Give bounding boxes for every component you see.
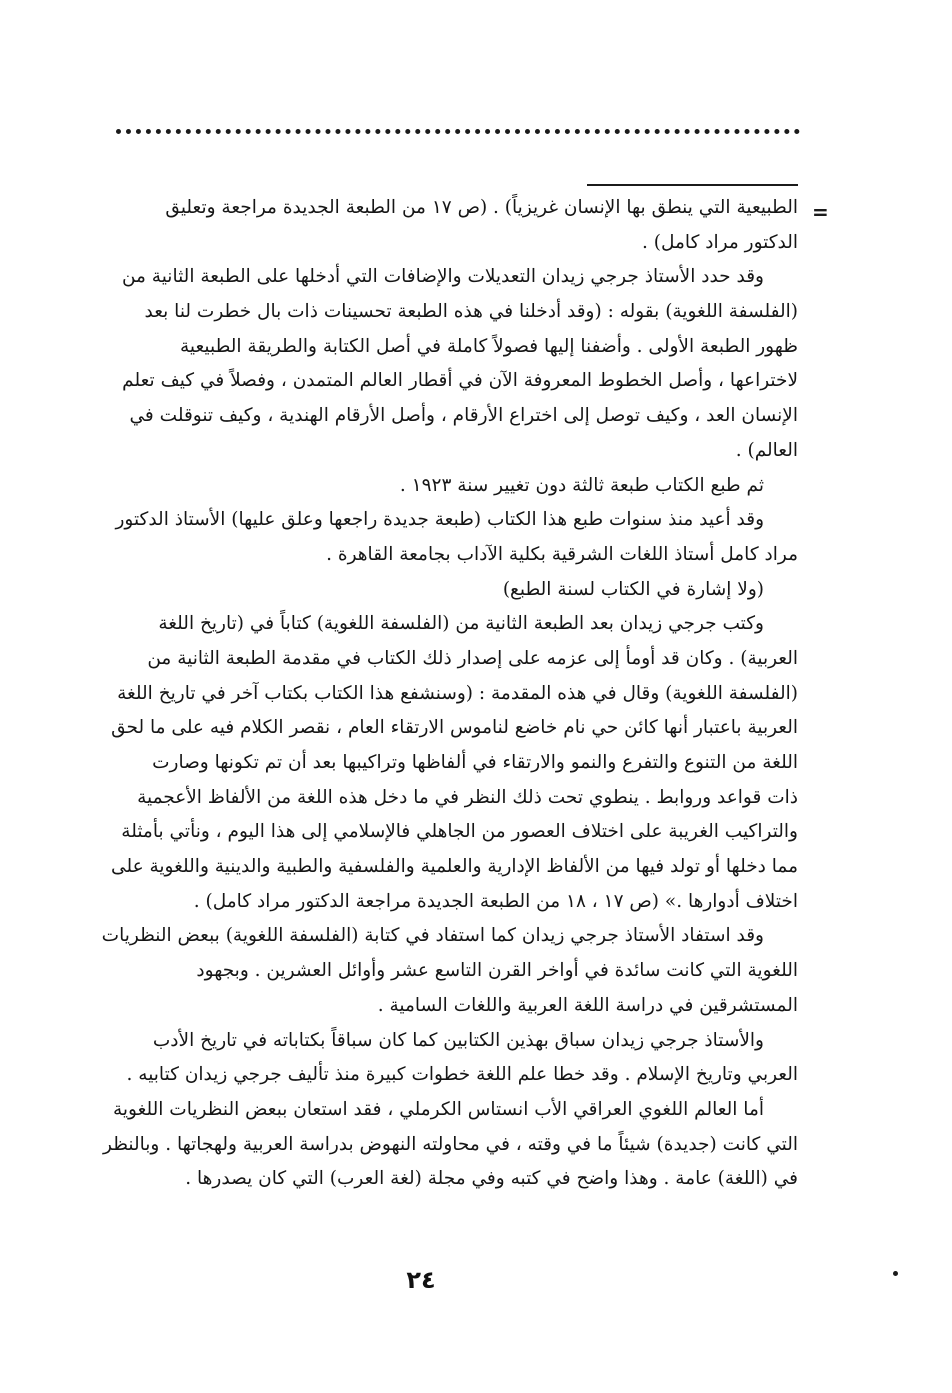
dotted-separator — [116, 129, 800, 134]
footnote-continuation-marker: = — [812, 200, 829, 224]
text-line: العربية باعتبار أنها كائن حي نام خاضع لناموس الارتقاء العام ، نقصر الكلام فيه على ما لحق — [111, 717, 798, 739]
text-line: (ولا إشارة في الكتاب لسنة الطبع) — [502, 578, 764, 600]
text-line: ثم طبع الكتاب طبعة ثالثة دون تغيير سنة ١٩٢٣ . — [399, 474, 764, 496]
text-line: وقد استفاد الأستاذ جرجي زيدان كما استفاد في كتابة (الفلسفة اللغوية) ببعض النظريات — [101, 925, 764, 947]
text-line: مراد كامل أستاذ اللغات الشرقية بكلية الآداب بجامعة القاهرة . — [326, 543, 798, 565]
footnote-rule — [587, 184, 798, 186]
text-line: العربي وتاريخ الإسلام . وقد خطا علم اللغة خطوات كبيرة منذ تأليف جرجي زيدان كتابيه . — [126, 1064, 798, 1086]
text-line: الدكتور مراد كامل) . — [642, 231, 798, 253]
text-line: العالم) . — [735, 439, 798, 461]
text-line: الإنسان العد ، وكيف توصل إلى اختراع الأرقام ، وأصل الأرقام الهندية ، وكيف تنوقلت في — [129, 405, 798, 427]
text-line: في (اللغة) عامة . وهذا واضح في كتبه وفي مجلة (لغة العرب) التي كان يصدرها . — [185, 1168, 798, 1190]
text-line: التي كانت (جديدة) شيئاً ما في وقته ، في محاولته النهوض بدراسة العربية ولهجاتها . وبالنظر — [103, 1133, 798, 1155]
text-line: (الفلسفة اللغوية) وقال في هذه المقدمة : (وسنشفع هذا الكتاب بكتاب آخر في تاريخ اللغة — [117, 682, 798, 704]
text-line: اللغة من التنوع والتفرع والنمو والارتقاء في ألفاظها وتراكيبها بعد أن تم تكونها وصارت — [152, 752, 798, 773]
ink-speck — [893, 1271, 898, 1276]
body-text — [92, 191, 798, 1197]
text-line: وكتب جرجي زيدان بعد الطبعة الثانية من (الفلسفة اللغوية) كتاباً في (تاريخ اللغة — [158, 613, 764, 635]
text-line: والأستاذ جرجي زيدان سباق بهذين الكتابين كما كان سباقاً بكتاباته في تاريخ الأدب — [152, 1029, 764, 1051]
text-line: الطبيعية التي ينطق بها الإنسان غريزياً) . (ص ١٧ من الطبعة الجديدة مراجعة وتعليق — [165, 197, 798, 218]
page-number: ٢٤ — [406, 1266, 436, 1294]
text-line: (الفلسفة اللغوية) بقوله : (وقد أدخلنا في هذه الطبعة تحسينات ذات بال خطرت لنا بعد — [144, 301, 798, 323]
text-line: والتراكيب الغريبة على اختلاف العصور من الجاهلي فالإسلامي إلى هذا اليوم ، ونأتي بأمثلة — [121, 821, 798, 843]
text-line: اختلاف أدوارها .» (ص ١٧ ، ١٨ من الطبعة الجديدة مراجعة الدكتور مراد كامل) . — [193, 890, 798, 912]
text-line: ذات قواعد وروابط . ينطوي تحت ذلك النظر في ما دخل هذه اللغة من الألفاظ الأعجمية — [137, 786, 798, 808]
text-line: أما العالم اللغوي العراقي الأب انستاس الكرملي ، فقد استعان ببعض النظريات اللغوية — [112, 1098, 764, 1120]
text-line: مما دخلها أو تولد فيها من الألفاظ الإدارية والعلمية والفلسفية والطبية والدينية واللغوية على — [111, 856, 798, 878]
text-line: العربية) . وكان قد أومأ إلى عزمه على إصدار ذلك الكتاب في مقدمة الطبعة الثانية من — [147, 647, 798, 669]
text-line: وقد حدد الأستاذ جرجي زيدان التعديلات والإضافات التي أدخلها على الطبعة الثانية من — [121, 266, 764, 288]
text-line: اللغوية التي كانت سائدة في أواخر القرن التاسع عشر وأوائل العشرين . وبجهود — [196, 960, 798, 982]
text-line: المستشرقين في دراسة اللغة العربية واللغات السامية . — [377, 994, 798, 1016]
text-line: وقد أعيد منذ سنوات طبع هذا الكتاب (طبعة جديدة راجعها وعلق عليها) الأستاذ الدكتور — [115, 509, 764, 531]
text-line: لاختراعها ، وأصل الخطوط المعروفة الآن في أقطار العالم المتمدن ، وفصلاً في كيف تعلم — [122, 370, 798, 392]
text-line: ظهور الطبعة الأولى . وأضفنا إليها فصولاً كاملة في أصل الكتابة والطريقة الطبيعية — [180, 335, 798, 357]
